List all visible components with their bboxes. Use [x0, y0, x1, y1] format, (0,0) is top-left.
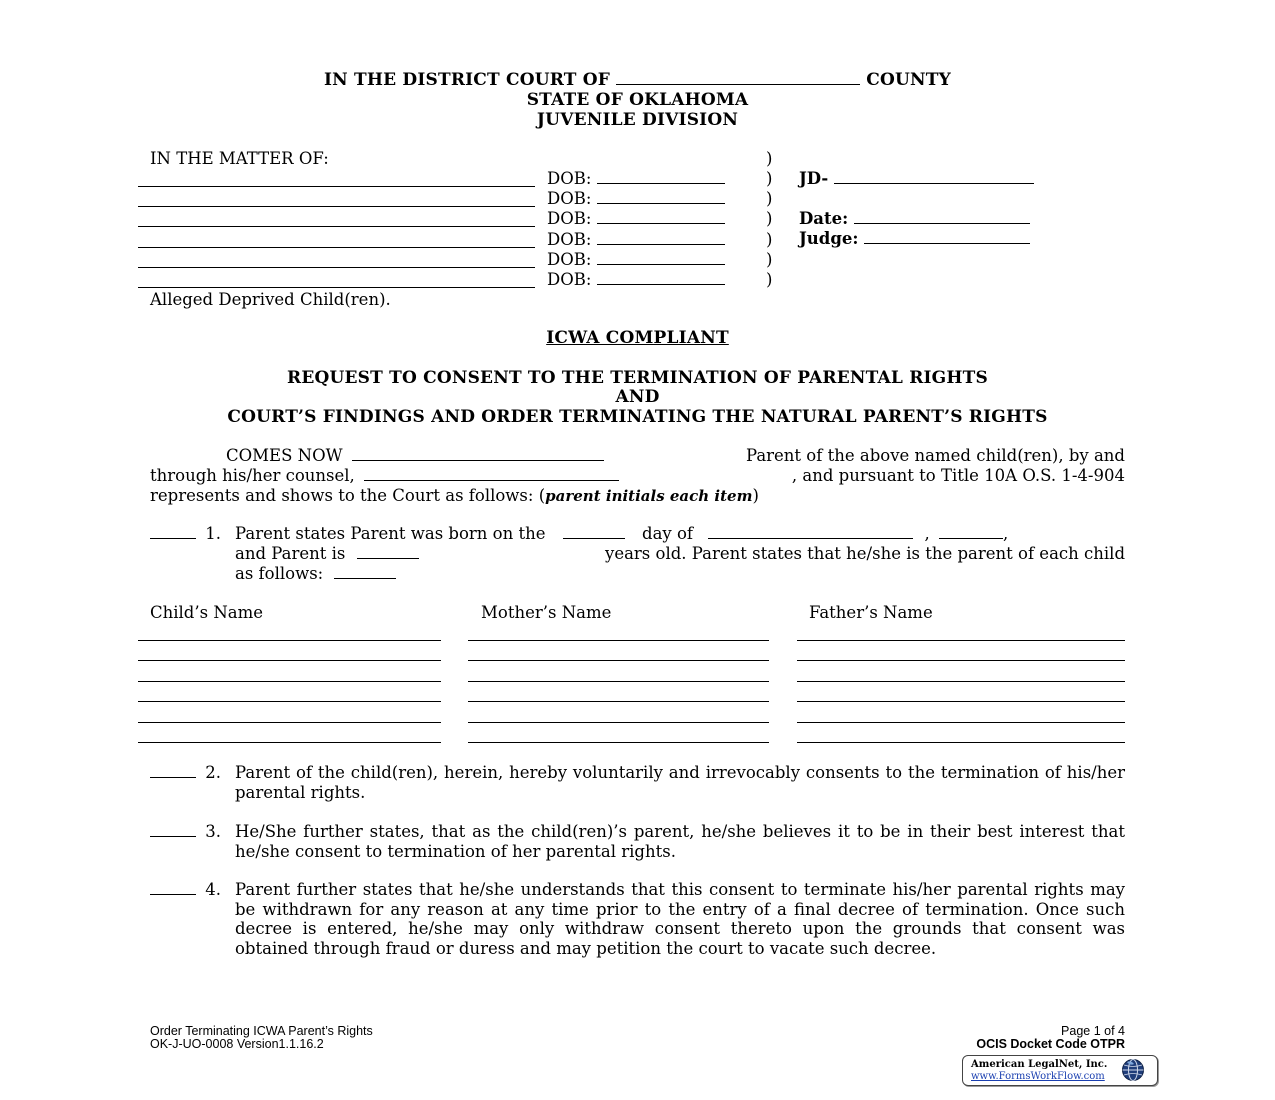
- child-name-line[interactable]: [138, 722, 441, 723]
- counsel-label: through his/her counsel,: [150, 466, 355, 485]
- caption-paren: ): [766, 169, 773, 188]
- dob-blank[interactable]: [597, 210, 725, 224]
- item1-line1: [235, 524, 1125, 543]
- mother-name-line[interactable]: [468, 660, 769, 661]
- dob-label: DOB:: [547, 250, 592, 269]
- item1-day-of: day of: [642, 524, 694, 543]
- logo-url-link[interactable]: www.FormsWorkFlow.com: [971, 1071, 1105, 1082]
- date-field: [799, 209, 1030, 228]
- child-name-blank[interactable]: [138, 206, 535, 207]
- father-name-line[interactable]: [797, 681, 1125, 682]
- judge-field: [799, 229, 1030, 248]
- logo-company-name: American LegalNet, Inc.: [971, 1059, 1108, 1070]
- comes-now-label: COMES NOW: [226, 446, 343, 465]
- judge-label: Judge:: [799, 229, 859, 248]
- child-name-line[interactable]: [138, 742, 441, 743]
- item3-number: 3.: [205, 822, 221, 841]
- father-name-line[interactable]: [797, 660, 1125, 661]
- dob-blank[interactable]: [597, 231, 725, 245]
- dob-label: DOB:: [547, 209, 592, 228]
- open-paren: (: [538, 486, 546, 505]
- dob-label: DOB:: [547, 270, 592, 289]
- item1-follows: as follows:: [235, 564, 324, 583]
- item2-text: Parent of the child(ren), herein, hereby voluntarily and irrevocably consents to the termination of his/her parental rights.: [235, 763, 1125, 802]
- birth-year-blank[interactable]: [939, 525, 1003, 539]
- item1-initials: [150, 524, 221, 543]
- dob-field: [547, 250, 725, 269]
- matter-label: IN THE MATTER OF:: [150, 149, 329, 168]
- caption-paren: ): [766, 230, 773, 249]
- close-paren: ): [752, 486, 759, 505]
- dob-label: DOB:: [547, 230, 592, 249]
- child-name-header: Child’s Name: [150, 603, 264, 622]
- item3-initials-blank[interactable]: [150, 823, 196, 837]
- dob-blank[interactable]: [597, 271, 725, 285]
- intro-line3: [150, 486, 759, 505]
- dob-blank[interactable]: [597, 190, 725, 204]
- mother-name-line[interactable]: [468, 701, 769, 702]
- footer-docket-code: OCIS Docket Code OTPR: [976, 1037, 1125, 1051]
- date-label: Date:: [799, 209, 849, 228]
- child-name-line[interactable]: [138, 640, 441, 641]
- intro-text3: , and pursuant to Title 10A O.S. 1-4-904: [791, 466, 1125, 485]
- caption-paren: ): [766, 149, 773, 168]
- father-name-line[interactable]: [797, 640, 1125, 641]
- title-line2: AND: [615, 387, 660, 407]
- alleged-label: Alleged Deprived Child(ren).: [150, 290, 391, 309]
- dob-blank[interactable]: [597, 170, 725, 184]
- child-count-blank[interactable]: [334, 565, 396, 579]
- intro-line1: [150, 446, 1125, 465]
- item1-years-text: years old. Parent states that he/she is the parent of each child: [605, 544, 1125, 563]
- item3-text: He/She further states, that as the child(ren)’s parent, he/she believes it to be in their best interest that he/she consent to termination of her parental rights.: [235, 822, 1125, 861]
- footer-form-title: Order Terminating ICWA Parent’s Rights: [150, 1024, 373, 1038]
- intro-text1: Parent of the above named child(ren), by and: [745, 446, 1125, 465]
- date-blank[interactable]: [854, 210, 1030, 224]
- county-label: COUNTY: [866, 70, 951, 90]
- item1-initials-blank[interactable]: [150, 525, 196, 539]
- court-header-line2: STATE OF OKLAHOMA: [526, 90, 749, 110]
- item1-line3: [235, 564, 396, 583]
- item1-comma1: ,: [924, 524, 930, 543]
- father-name-line[interactable]: [797, 742, 1125, 743]
- mother-name-line[interactable]: [468, 640, 769, 641]
- title-line1: REQUEST TO CONSENT TO THE TERMINATION OF PARENTAL RIGHTS: [287, 368, 988, 388]
- globe-icon: [1121, 1058, 1145, 1082]
- caption-paren: ): [766, 209, 773, 228]
- child-name-blank[interactable]: [138, 186, 535, 187]
- jd-blank[interactable]: [834, 170, 1034, 184]
- birth-month-blank[interactable]: [708, 525, 913, 539]
- child-name-line[interactable]: [138, 681, 441, 682]
- court-header-line1: [0, 70, 1275, 90]
- dob-field: [547, 189, 725, 208]
- item1-born-text: Parent states Parent was born on the: [235, 524, 546, 543]
- intro-line2: [150, 466, 1125, 485]
- jd-field: [799, 169, 1034, 188]
- child-name-line[interactable]: [138, 701, 441, 702]
- county-blank[interactable]: [616, 71, 860, 85]
- mother-name-line[interactable]: [468, 681, 769, 682]
- caption-paren: ): [766, 270, 773, 289]
- item4-initials: [150, 880, 221, 899]
- mother-name-line[interactable]: [468, 722, 769, 723]
- parent-name-blank[interactable]: [352, 447, 604, 461]
- counsel-blank[interactable]: [364, 467, 619, 481]
- item2-initials: [150, 763, 221, 782]
- judge-blank[interactable]: [864, 230, 1030, 244]
- child-name-blank[interactable]: [138, 287, 535, 288]
- dob-blank[interactable]: [597, 251, 725, 265]
- caption-paren: ): [766, 250, 773, 269]
- footer-form-id: OK-J-UO-0008 Version1.1.16.2: [150, 1037, 324, 1051]
- item1-comma2: ,: [1003, 524, 1009, 543]
- item4-text: Parent further states that he/she understands that this consent to terminate his/her parental rights may be withdrawn for any reason at any time prior to the entry of a final decree of termination. Once such decree is entered, he/she may only withdraw consent thereto upon the grounds that consent was obtained through fraud or duress and may petition the court to vacate such decree.: [235, 880, 1125, 959]
- child-name-blank[interactable]: [138, 267, 535, 268]
- item1-number: 1.: [205, 524, 221, 543]
- dob-field: [547, 169, 725, 188]
- child-name-blank[interactable]: [138, 247, 535, 248]
- child-name-blank[interactable]: [138, 226, 535, 227]
- initials-note: parent initials each item: [545, 487, 753, 505]
- icwa-compliant-title: ICWA COMPLIANT: [546, 328, 729, 348]
- jd-label: JD-: [799, 169, 829, 188]
- american-legalnet-logo[interactable]: [962, 1055, 1158, 1086]
- dob-field: [547, 270, 725, 289]
- dob-field: [547, 230, 725, 249]
- item2-initials-blank[interactable]: [150, 764, 196, 778]
- item4-initials-blank[interactable]: [150, 881, 196, 895]
- intro-text4: represents and shows to the Court as follows:: [150, 486, 534, 505]
- father-name-line[interactable]: [797, 722, 1125, 723]
- item4-number: 4.: [205, 880, 221, 899]
- father-name-line[interactable]: [797, 701, 1125, 702]
- father-name-header: Father’s Name: [809, 603, 933, 622]
- item1-age-label: and Parent is: [235, 544, 346, 563]
- mother-name-line[interactable]: [468, 742, 769, 743]
- dob-label: DOB:: [547, 169, 592, 188]
- dob-label: DOB:: [547, 189, 592, 208]
- item3-initials: [150, 822, 221, 841]
- item1-line2: [235, 544, 1125, 563]
- footer-page-number: Page 1 of 4: [1061, 1024, 1125, 1038]
- court-header-line3: JUVENILE DIVISION: [536, 110, 739, 130]
- item2-number: 2.: [205, 763, 221, 782]
- birth-day-blank[interactable]: [563, 525, 625, 539]
- caption-paren: ): [766, 189, 773, 208]
- title-line3: COURT’S FINDINGS AND ORDER TERMINATING THE NATURAL PARENT’S RIGHTS: [227, 407, 1048, 427]
- dob-field: [547, 209, 725, 228]
- court-label: IN THE DISTRICT COURT OF: [324, 70, 611, 90]
- child-name-line[interactable]: [138, 660, 441, 661]
- mother-name-header: Mother’s Name: [481, 603, 612, 622]
- age-blank[interactable]: [357, 545, 419, 559]
